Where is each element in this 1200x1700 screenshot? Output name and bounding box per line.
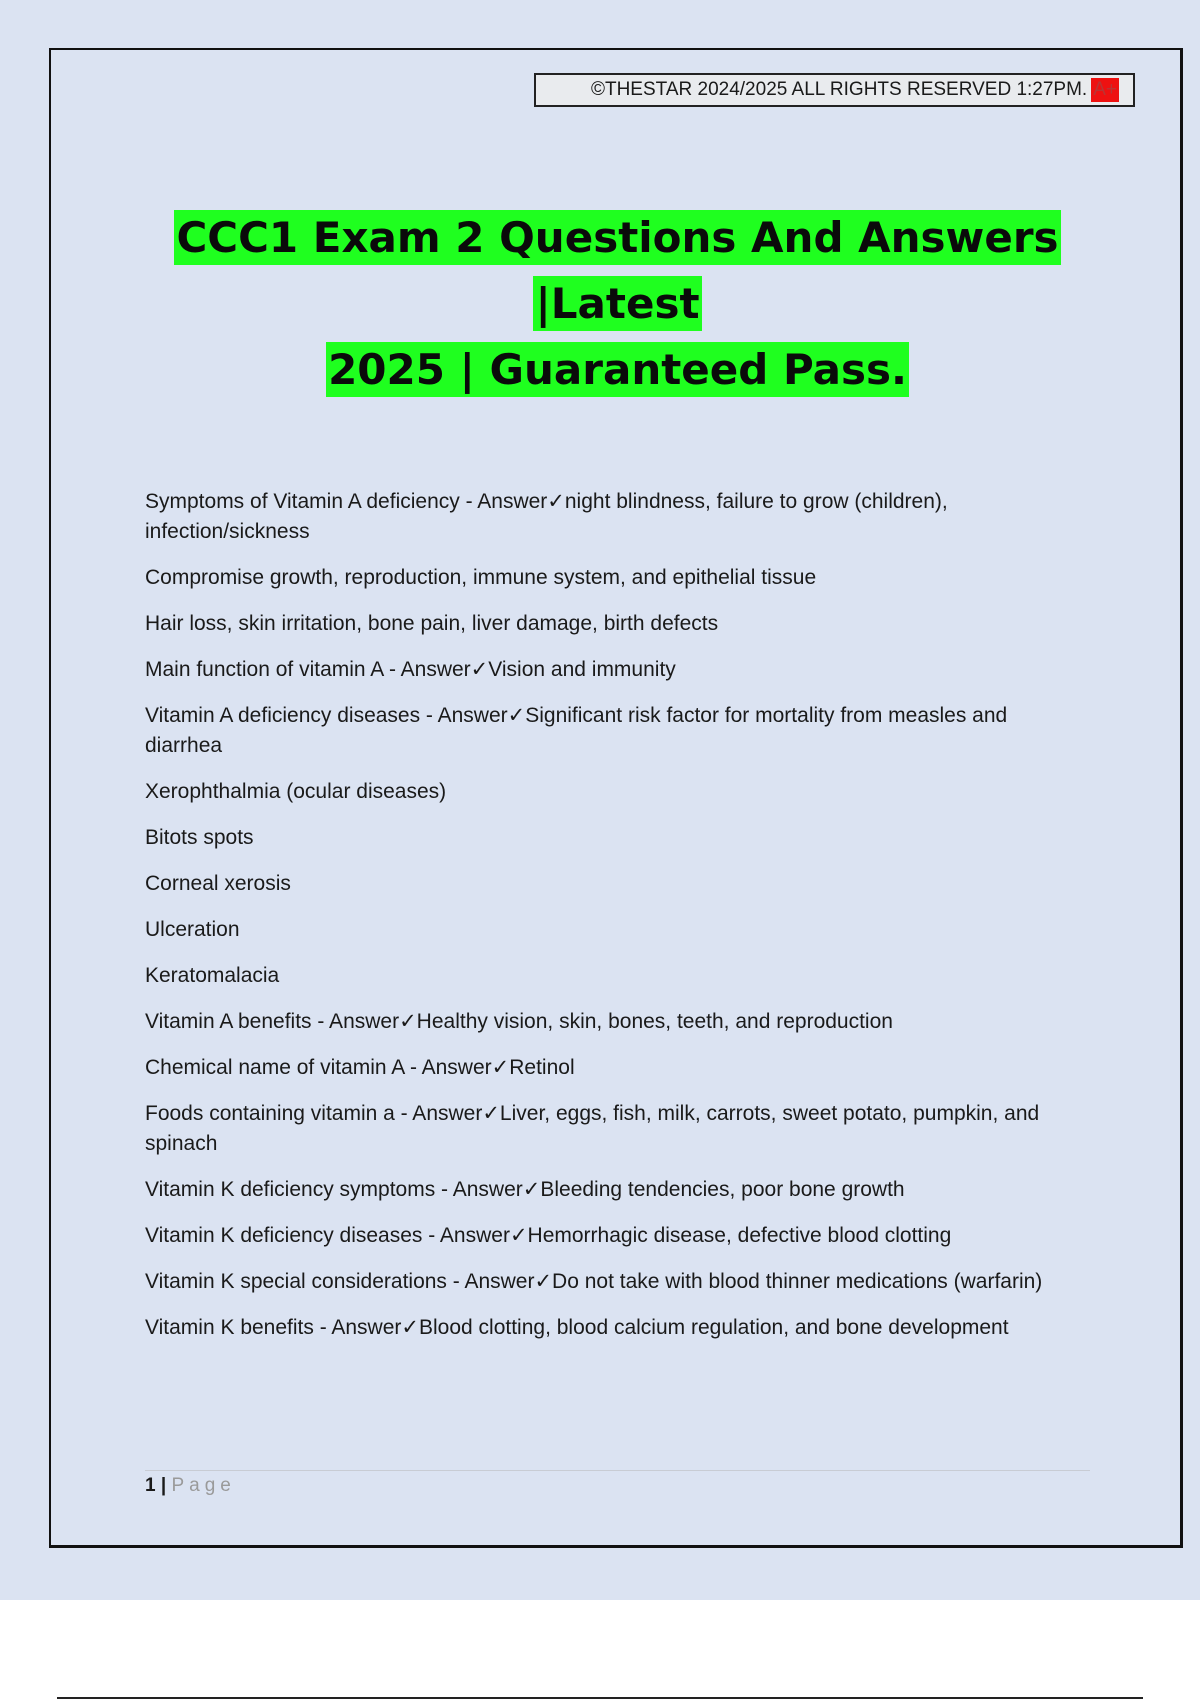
qa-item: Vitamin K benefits - Answer✓Blood clotting, blood calcium regulation, and bone development	[145, 1316, 1009, 1339]
page-footer	[145, 1474, 236, 1498]
qa-item: Vitamin K deficiency symptoms - Answer✓Bleeding tendencies, poor bone growth	[145, 1178, 905, 1201]
qa-item: Foods containing vitamin a - Answer✓Liver, eggs, fish, milk, carrots, sweet potato, pumpkin, and spinach	[145, 1102, 1040, 1155]
qa-item: Vitamin K special considerations - Answer✓Do not take with blood thinner medications (warfarin)	[145, 1270, 1043, 1293]
page-separator: |	[160, 1475, 167, 1496]
copyright-text: ©THESTAR 2024/2025 ALL RIGHTS RESERVED 1:27PM.	[590, 79, 1088, 100]
page-number: 1	[145, 1475, 156, 1496]
qa-item: Bitots spots	[145, 826, 254, 849]
qa-item: Ulceration	[145, 918, 240, 941]
qa-item: Chemical name of vitamin A - Answer✓Retinol	[145, 1056, 575, 1079]
qa-item: Xerophthalmia (ocular diseases)	[145, 780, 447, 803]
qa-item: Compromise growth, reproduction, immune system, and epithelial tissue	[145, 566, 817, 589]
copyright-banner	[534, 73, 1135, 107]
page-label: Page	[171, 1475, 236, 1496]
footer-divider	[145, 1470, 1090, 1471]
title-line-2: 2025 | Guaranteed Pass.	[326, 342, 909, 397]
qa-list	[145, 487, 1090, 1359]
qa-item: Main function of vitamin A - Answer✓Vision and immunity	[145, 658, 676, 681]
bottom-divider	[57, 1697, 1143, 1699]
qa-item: Vitamin A benefits - Answer✓Healthy vision, skin, bones, teeth, and reproduction	[145, 1010, 893, 1033]
qa-item: Vitamin A deficiency diseases - Answer✓Significant risk factor for mortality from measles and diarrhea	[145, 704, 1008, 757]
grade-badge: A+	[1093, 79, 1117, 100]
qa-item: Hair loss, skin irritation, bone pain, liver damage, birth defects	[145, 612, 719, 635]
document-title	[120, 205, 1115, 403]
qa-item: Keratomalacia	[145, 964, 280, 987]
qa-item: Vitamin K deficiency diseases - Answer✓Hemorrhagic disease, defective blood clotting	[145, 1224, 952, 1247]
title-line-1: CCC1 Exam 2 Questions And Answers |Latest	[174, 210, 1060, 331]
qa-item: Corneal xerosis	[145, 872, 291, 895]
qa-item: Symptoms of Vitamin A deficiency - Answer✓night blindness, failure to grow (children), infection/sickness	[145, 490, 948, 543]
